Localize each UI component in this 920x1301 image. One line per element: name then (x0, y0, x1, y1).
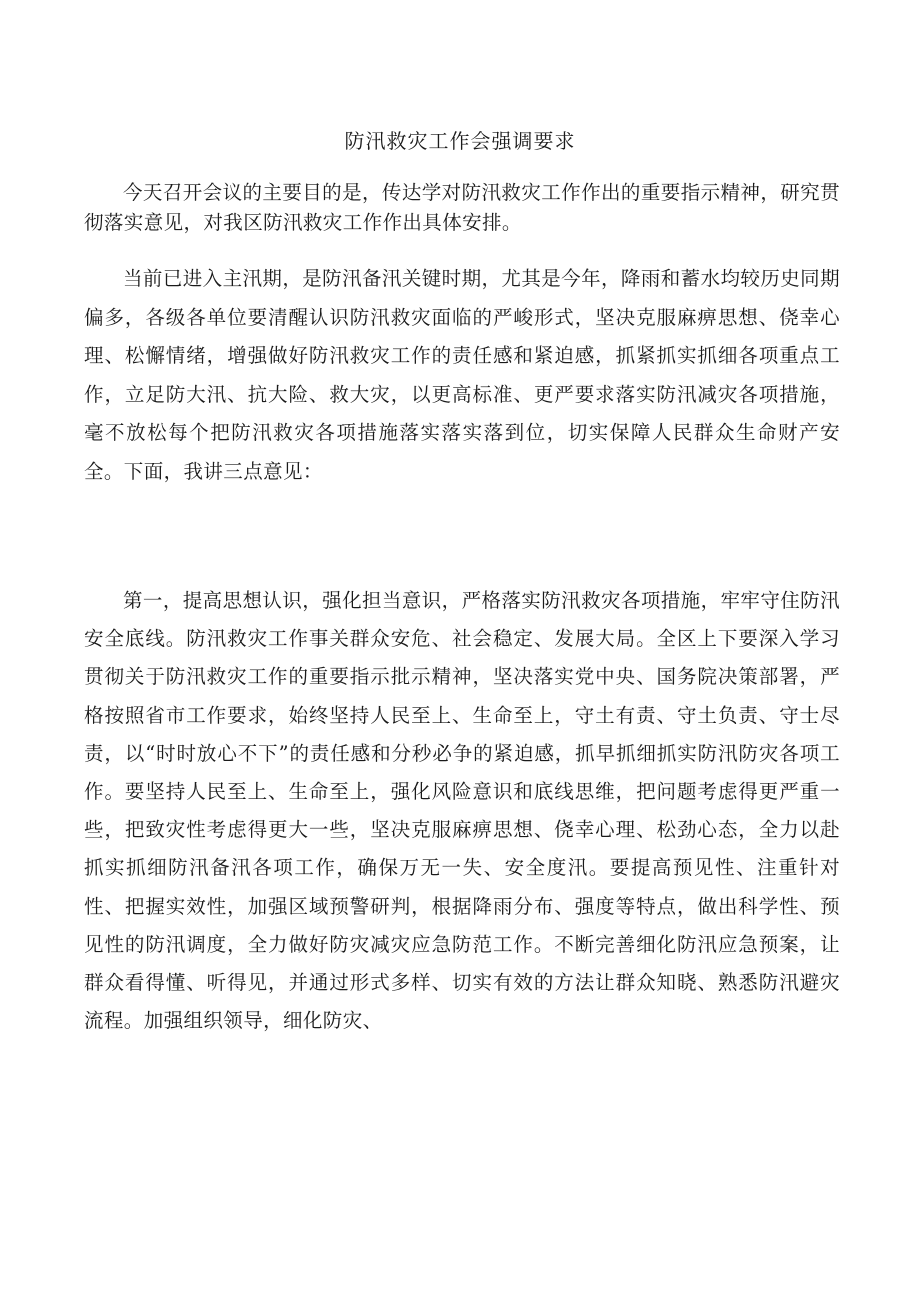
paragraph-current-situation: 当前已进入主汛期，是防汛备汛关键时期，尤其是今年，降雨和蓄水均较历史同期偏多，各级各单位要清醒认识防汛救灾面临的严峻形式，坚决克服麻痹思想、侥幸心理、松懈情绪，增强做好防汛救灾工作的责任感和紧迫感，抓紧抓实抓细各项重点工作，立足防大汛、抗大险、救大灾，以更高标准、更严要求落实防汛减灾各项措施，毫不放松每个把防汛救灾各项措施落实落实落到位，切实保障人民群众生命财产安全。下面，我讲三点意见： (84, 267, 840, 483)
document-title: 防汛救灾工作会强调要求 (344, 129, 576, 153)
paragraph-intro: 今天召开会议的主要目的是，传达学对防汛救灾工作作出的重要指示精神，研究贯彻落实意见，对我区防汛救灾工作作出具体安排。 (84, 181, 840, 234)
paragraph-first-point: 第一，提高思想认识，强化担当意识，严格落实防汛救灾各项措施，牢牢守住防汛安全底线。防汛救灾工作事关群众安危、社会稳定、发展大局。全区上下要深入学习贯彻关于防汛救灾工作的重要指示批示精神，坚决落实党中央、国务院决策部署，严格按照省市工作要求，始终坚持人民至上、生命至上，守土有责、守土负责、守士尽责，以“时时放心不下”的责任感和分秒必争的紧迫感，抓早抓细抓实防汛防灾各项工作。要坚持人民至上、生命至上，强化风险意识和底线思维，把问题考虑得更严重一些，把致灾性考虑得更大一些，坚决克服麻痹思想、侥幸心理、松劲心态，全力以赴抓实抓细防汛备汛各项工作，确保万无一失、安全度汛。要提高预见性、注重针对性、把握实效性，加强区域预警研判，根据降雨分布、强度等特点，做出科学性、预见性的防汛调度，全力做好防灾减灾应急防范工作。不断完善细化防汛应急预案，让群众看得懂、听得见，并通过形式多样、切实有效的方法让群众知晓、熟悉防汛避灾流程。加强组织领导，细化防灾、 (84, 589, 840, 1033)
